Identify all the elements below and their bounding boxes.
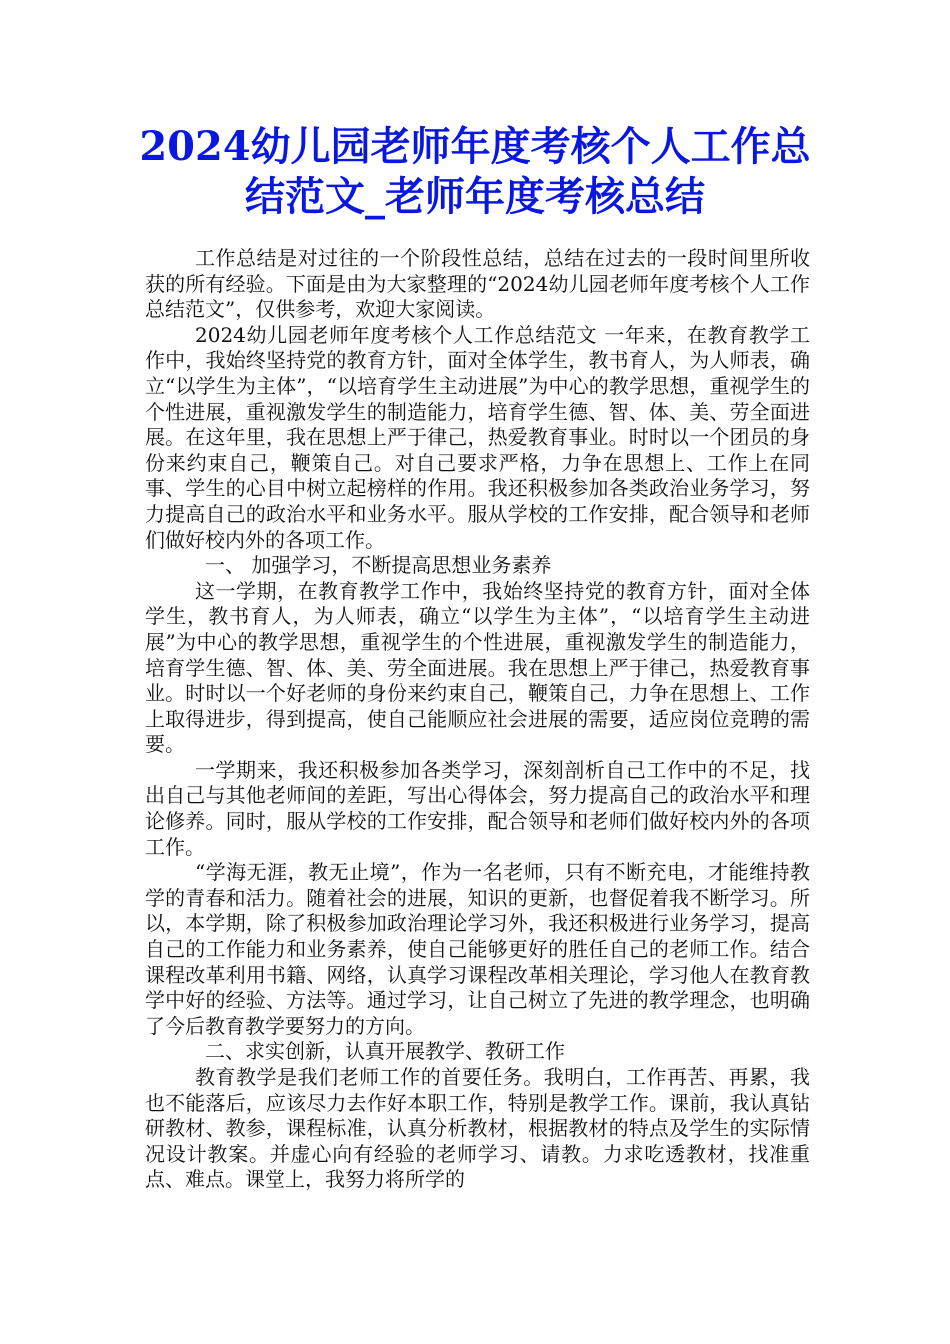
document-title: 2024幼儿园老师年度考核个人工作总结范文_老师年度考核总结 bbox=[139, 123, 811, 220]
section-heading-2: 二、求实创新，认真开展教学、教研工作 bbox=[205, 1039, 565, 1064]
paragraph-body: 这一学期，在教育教学工作中，我始终坚持党的教育方针，面对全体学生，教书育人，为人师表，确立“以学生为主体”，“以培育学生主动进展”为中心的教学思想，重视学生的个性进展，重视激发学生的制造能力，培育学生德、智、体、美、劳全面进展。我在思想上严于律己，热爱教育事业。时时以一个好老师的身份来约束自己，鞭策自己，力争在思想上、工作上取得进步，得到提高，使自己能顺应社会进展的需要，适应岗位竞聘的需要。 bbox=[145, 578, 810, 757]
paragraph-body: 教育教学是我们老师工作的首要任务。我明白，工作再苦、再累，我也不能落后，应该尽力去作好本职工作，特别是教学工作。课前，我认真钻研教材、教参，课程标准，认真分析教材，根据教材的特点及学生的实际情况设计教案。并虚心向有经验的老师学习、请教。力求吃透教材，找准重点、难点。课堂上，我努力将所学的 bbox=[145, 1065, 810, 1192]
paragraph-body: 一学期来，我还积极参加各类学习，深刻剖析自己工作中的不足，找出自己与其他老师间的差距，写出心得体会，努力提高自己的政治水平和理论修养。同时，服从学校的工作安排，配合领导和老师们做好校内外的各项工作。 bbox=[145, 757, 810, 859]
paragraph-intro: 工作总结是对过往的一个阶段性总结，总结在过去的一段时间里所收获的所有经验。下面是由为大家整理的“2024幼儿园老师年度考核个人工作总结范文”，仅供参考，欢迎大家阅读。 bbox=[145, 246, 810, 322]
document-body bbox=[145, 246, 810, 1193]
paragraph-summary: 2024幼儿园老师年度考核个人工作总结范文 一年来，在教育教学工作中，我始终坚持党的教育方针，面对全体学生，教书育人，为人师表，确立“以学生为主体”，“以培育学生主动进展”为中心的教学思想，重视学生的个性进展，重视激发学生的制造能力，培育学生德、智、体、美、劳全面进展。在这年里，我在思想上严于律己，热爱教育事业。时时以一个团员的身份来约束自己，鞭策自己。对自己要求严格，力争在思想上、工作上在同事、学生的心目中树立起榜样的作用。我还积极参加各类政治业务学习，努力提高自己的政治水平和业务水平。服从学校的工作安排，配合领导和老师们做好校内外的各项工作。 bbox=[145, 322, 810, 552]
paragraph-body: “学海无涯，教无止境”，作为一名老师，只有不断充电，才能维持教学的青春和活力。随着社会的进展，知识的更新，也督促着我不断学习。所以，本学期，除了积极参加政治理论学习外，我还积极进行业务学习，提高自己的工作能力和业务素养，使自己能够更好的胜任自己的老师工作。结合课程改革利用书籍、网络，认真学习课程改革相关理论，学习他人在教育教学中好的经验、方法等。通过学习，让自己树立了先进的教学理念，也明确了今后教育教学要努力的方向。 bbox=[145, 860, 810, 1038]
section-heading-1: 一、 加强学习，不断提高思想业务素养 bbox=[205, 553, 552, 578]
